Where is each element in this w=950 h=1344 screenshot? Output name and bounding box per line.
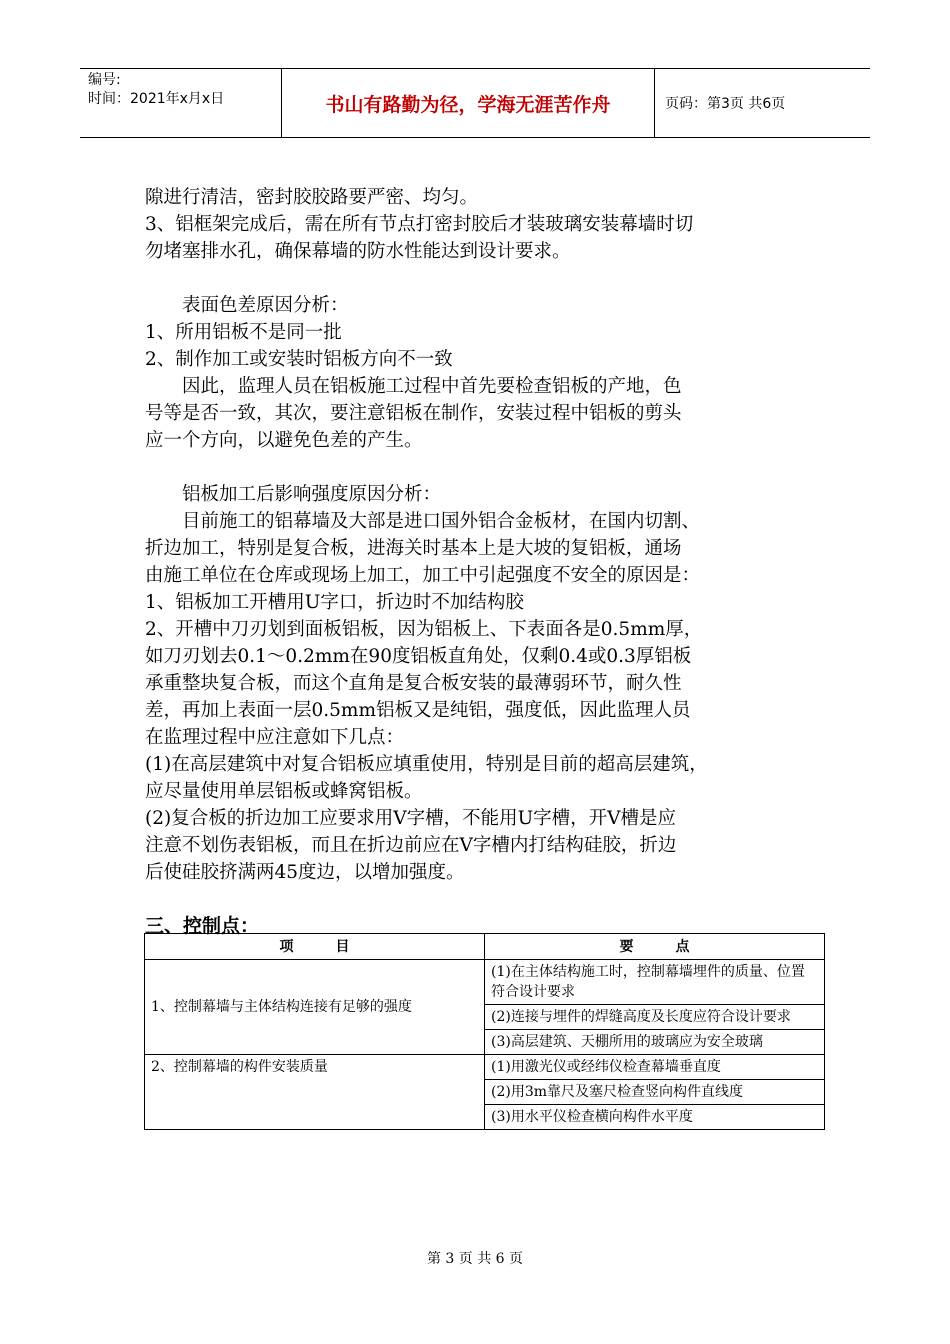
- text-line: (1)在高层建筑中对复合铝板应填重使用，特别是目前的超高层建筑，: [145, 754, 708, 775]
- paragraph-gap: [145, 454, 835, 481]
- text-line: 因此，监理人员在铝板施工过程中首先要检查铝板的产地，色: [145, 376, 682, 397]
- text-line: 目前施工的铝幕墙及大部是进口国外铝合金板材，在国内切割、: [145, 511, 701, 532]
- table-row: [145, 960, 825, 1005]
- text-line: 1、铝板加工开槽用U字口，折边时不加结构胶: [145, 592, 524, 613]
- header-motto: 书山有路勤为径，学海无涯苦作舟: [282, 69, 655, 137]
- table-header-row: [145, 934, 825, 960]
- subheading: 铝板加工后影响强度原因分析：: [145, 484, 442, 505]
- text-line: 1、所用铝板不是同一批: [145, 322, 342, 343]
- document-body: [145, 184, 835, 940]
- text-line: 2、制作加工或安装时铝板方向不一致: [145, 349, 453, 370]
- text-line: 2、开槽中刀刃划到面板铝板，因为铝板上、下表面各是0.5mm厚，: [145, 619, 703, 640]
- text-line: (2)复合板的折边加工应要求用V字槽，不能用U字槽，开V槽是应: [145, 808, 677, 829]
- text-line: 号等是否一致，其次，要注意铝板在制作，安装过程中铝板的剪头: [145, 403, 682, 424]
- column-header-item: 项 目: [145, 934, 485, 960]
- table-cell-point: (2)连接与埋件的焊缝高度及长度应符合设计要求: [485, 1005, 825, 1030]
- paragraph-gap: [145, 265, 835, 292]
- text-line: 后使硅胶挤满两45度边，以增加强度。: [145, 862, 465, 883]
- page-footer: 第 3 页 共 6 页: [426, 1251, 524, 1267]
- table-cell-point: (2)用3m靠尺及塞尺检查竖向构件直线度: [485, 1080, 825, 1105]
- page-header: [80, 68, 870, 138]
- text-line: 勿堵塞排水孔，确保幕墙的防水性能达到设计要求。: [145, 241, 571, 262]
- text-line: 应一个方向，以避免色差的产生。: [145, 430, 423, 451]
- table-cell-point: (1)在主体结构施工时，控制幕墙埋件的质量、位置符合设计要求: [485, 960, 825, 1005]
- text-line: 由施工单位在仓库或现场上加工，加工中引起强度不安全的原因是：: [145, 565, 701, 586]
- header-page-info: 页码：第3页 共6页: [665, 96, 786, 112]
- table-cell-point: (3)高层建筑、天棚所用的玻璃应为安全玻璃: [485, 1030, 825, 1055]
- table-row: [145, 1055, 825, 1080]
- text-line: 应尽量使用单层铝板或蜂窝铝板。: [145, 781, 423, 802]
- section-title: 三、控制点：: [145, 915, 260, 937]
- table-cell-item: 2、控制幕墙的构件安装质量: [145, 1055, 485, 1130]
- control-points-table: [144, 933, 825, 1130]
- text-line: 3、铝框架完成后，需在所有节点打密封胶后才装玻璃安装幕墙时切: [145, 214, 694, 235]
- table-cell-point: (3)用水平仪检查横向构件水平度: [485, 1105, 825, 1130]
- table-cell-item: 1、控制幕墙与主体结构连接有足够的强度: [145, 960, 485, 1055]
- subheading: 表面色差原因分析：: [145, 295, 349, 316]
- text-line: 承重整块复合板，而这个直角是复合板安装的最薄弱环节，耐久性: [145, 673, 682, 694]
- table-cell-point: (1)用激光仪或经纬仪检查幕墙垂直度: [485, 1055, 825, 1080]
- text-line: 差，再加上表面一层0.5mm铝板又是纯铝，强度低，因此监理人员: [145, 700, 691, 721]
- header-meta: [80, 69, 282, 137]
- text-line: 在监理过程中应注意如下几点：: [145, 727, 405, 748]
- paragraph-gap: [145, 886, 835, 913]
- text-line: 隙进行清洁，密封胶胶路要严密、均匀。: [145, 187, 479, 208]
- number-label: 编号:: [88, 72, 121, 88]
- text-line: 折边加工，特别是复合板，进海关时基本上是大坡的复铝板，通场: [145, 538, 682, 559]
- time-label: 时间：2021年x月x日: [88, 91, 225, 107]
- column-header-points: 要 点: [485, 934, 825, 960]
- text-line: 如刀刃划去0.1～0.2mm在90度铝板直角处，仅剩0.4或0.3厚铝板: [145, 646, 692, 667]
- text-line: 注意不划伤表铝板，而且在折边前应在V字槽内打结构硅胶，折边: [145, 835, 677, 856]
